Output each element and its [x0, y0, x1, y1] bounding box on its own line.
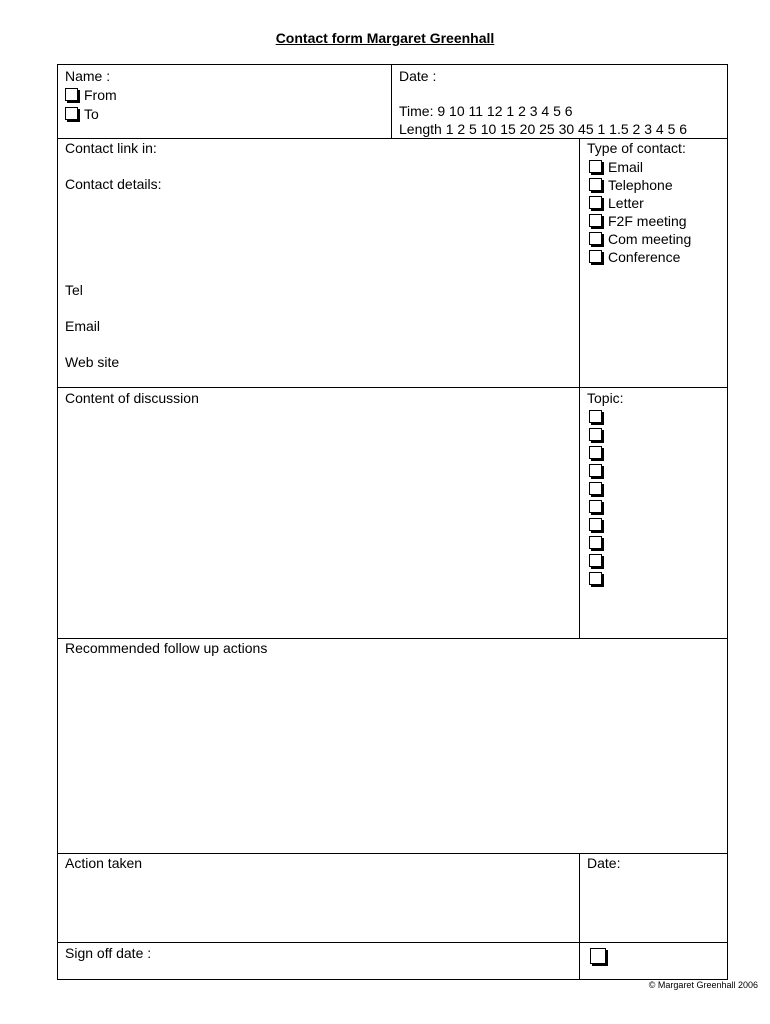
type-option-com-meeting[interactable] [589, 231, 691, 248]
type-of-contact-label: Type of contact: [587, 140, 686, 156]
divider-action-date [579, 853, 580, 980]
copyright-notice: © Margaret Greenhall 2006 [648, 980, 758, 990]
topic-checkbox[interactable] [589, 428, 602, 441]
type-label: F2F meeting [608, 213, 687, 229]
action-taken-label: Action taken [65, 855, 143, 871]
topic-checkbox[interactable] [589, 446, 602, 459]
contact-details-label: Contact details: [65, 176, 162, 192]
checkbox[interactable] [589, 232, 602, 245]
action-date-label: Date: [587, 855, 621, 871]
email-label: Email [65, 318, 101, 334]
divider-contact [58, 387, 727, 388]
type-label: Email [608, 159, 644, 175]
content-of-discussion-label: Content of discussion [65, 390, 199, 406]
topic-checkbox[interactable] [589, 554, 602, 567]
topic-checkbox[interactable] [589, 410, 602, 423]
type-label: Com meeting [608, 231, 692, 247]
to-label: To [84, 106, 99, 122]
to-checkbox[interactable] [65, 107, 78, 120]
divider-followup [58, 853, 727, 854]
type-label: Telephone [608, 177, 673, 193]
contact-form [57, 64, 728, 980]
tel-label: Tel [65, 282, 83, 298]
checkbox[interactable] [589, 196, 602, 209]
contact-link-label: Contact link in: [65, 140, 157, 156]
time-options: Time: 9 10 11 12 1 2 3 4 5 6 [399, 103, 573, 119]
type-label: Conference [608, 249, 681, 265]
from-checkbox[interactable] [65, 88, 78, 101]
type-option-email[interactable] [589, 159, 643, 176]
checkbox[interactable] [589, 160, 602, 173]
topic-checkbox[interactable] [589, 482, 602, 495]
type-option-conference[interactable] [589, 249, 680, 266]
name-label: Name : [65, 68, 111, 84]
checkbox[interactable] [589, 178, 602, 191]
form-title: Contact form Margaret Greenhall [275, 30, 495, 46]
divider-action [58, 942, 727, 943]
from-option[interactable] [65, 87, 117, 104]
date-label: Date : [399, 68, 437, 84]
topic-checkbox[interactable] [589, 500, 602, 513]
topic-checkbox[interactable] [589, 518, 602, 531]
topic-checkbox-list [589, 410, 602, 590]
type-option-letter[interactable] [589, 195, 644, 212]
divider-right-column [579, 138, 580, 638]
topic-checkbox[interactable] [589, 572, 602, 585]
divider-name-date [391, 65, 392, 138]
checkbox[interactable] [589, 214, 602, 227]
follow-up-actions-label: Recommended follow up actions [65, 640, 268, 656]
website-label: Web site [65, 354, 120, 370]
type-option-telephone[interactable] [589, 177, 673, 194]
to-option[interactable] [65, 106, 99, 123]
checkbox[interactable] [589, 250, 602, 263]
topic-checkbox[interactable] [589, 464, 602, 477]
length-options: Length 1 2 5 10 15 20 25 30 45 1 1.5 2 3 4 5 6 [399, 121, 688, 137]
sign-off-checkbox[interactable] [590, 948, 606, 964]
divider-header [58, 138, 727, 139]
from-label: From [84, 87, 117, 103]
topic-checkbox[interactable] [589, 536, 602, 549]
type-option-f2f-meeting[interactable] [589, 213, 687, 230]
divider-discussion [58, 638, 727, 639]
type-label: Letter [608, 195, 644, 211]
sign-off-date-label: Sign off date : [65, 945, 152, 961]
topic-label: Topic: [587, 390, 624, 406]
